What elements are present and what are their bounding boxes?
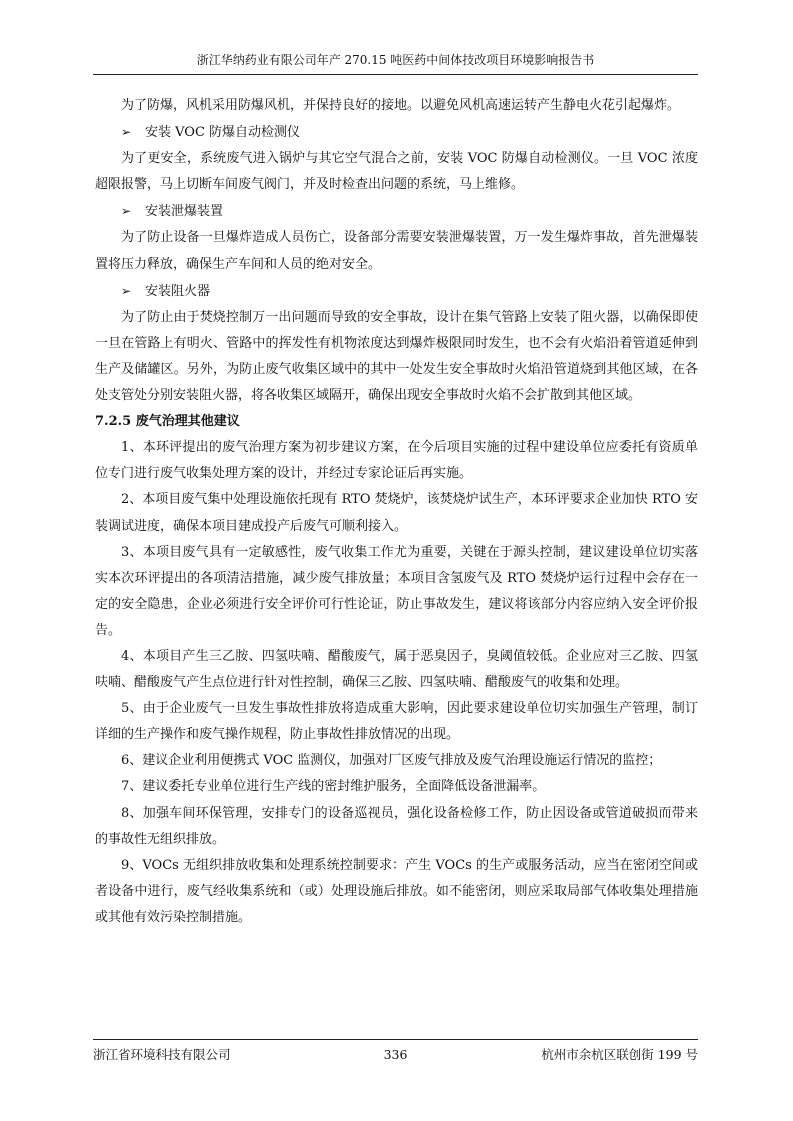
list-item: 3、本项目废气具有一定敏感性，废气收集工作尤为重要，关键在于源头控制，建议建设单位切实落实本次环评提出的各项清洁措施，减少废气排放量；本项目含氢废气及 RTO 焚烧炉运行过程中会存在一定的安全隐患，企业必须进行安全评价可行性论证，防止事故发生，建议将该部分内容应纳入安全评价报告。 — [95, 544, 698, 638]
list-item: 6、建议企业利用便携式 VOC 监测仪，加强对厂区废气排放及废气治理设施运行情况的监控； — [121, 753, 662, 769]
footer-company: 浙江省环境科技有限公司 — [93, 1047, 231, 1062]
arrow-bullet-icon: ➢ — [121, 125, 132, 140]
section-heading: 7.2.5 废气治理其他建议 — [95, 414, 240, 430]
bullet-item — [95, 119, 698, 146]
list-item: 1、本环评提出的废气治理方案为初步建议方案，在今后项目实施的过程中建设单位应委托有资质单位专门进行废气收集处理方案的设计，并经过专家论证后再实施。 — [95, 440, 698, 482]
page-content — [95, 93, 698, 931]
page-header — [93, 52, 698, 75]
list-item: 9、VOCs 无组织排放收集和处理系统控制要求：产生 VOCs 的生产或服务活动，应当在密闭空间或者设备中进行，废气经收集系统和（或）处理设施后排放。如不能密闭，则应采取局部气体收集处理措施或其他有效污染控制措施。 — [95, 857, 698, 925]
list-item: 5、由于企业废气一旦发生事故性排放将造成重大影响，因此要求建设单位切实加强生产管理，制订详细的生产操作和废气操作规程，防止事故性排放情况的出现。 — [95, 701, 698, 743]
list-item: 7、建议委托专业单位进行生产线的密封维护服务，全面降低设备泄漏率。 — [121, 779, 546, 795]
list-item: 8、加强车间环保管理，安排专门的设备巡视员，强化设备检修工作，防止因设备或管道破损而带来的事故性无组织排放。 — [95, 805, 698, 847]
paragraph: 为了防止由于焚烧控制万一出问题而导致的安全事故，设计在集气管路上安装了阻火器，以确保即使一旦在管路上有明火、管路中的挥发性有机物浓度达到爆炸极限同时发生，也不会有火焰沿着管道延伸到生产及储罐区。另外，为防止废气收集区域中的其中一处发生安全事故时火焰沿管道烧到其他区域，在各处支管处分别安装阻火器，将各收集区域隔开，确保出现安全事故时火焰不会扩散到其他区域。 — [95, 309, 698, 404]
page-number: 336 — [383, 1047, 408, 1062]
bullet-text: 安装阻火器 — [145, 283, 211, 299]
header-title: 浙江华纳药业有限公司年产 270.15 吨医药中间体技改项目环境影响报告书 — [196, 53, 595, 67]
bullet-item — [95, 198, 698, 225]
paragraph: 为了防止设备一旦爆炸造成人员伤亡，设备部分需要安装泄爆装置，万一发生爆炸事故，首先泄爆装置将压力释放，确保生产车间和人员的绝对安全。 — [95, 230, 698, 272]
bullet-item — [95, 278, 698, 305]
bullet-text: 安装泄爆装置 — [145, 204, 224, 220]
page-footer — [93, 1039, 698, 1062]
arrow-bullet-icon: ➢ — [121, 204, 132, 219]
arrow-bullet-icon: ➢ — [121, 283, 132, 298]
list-item: 4、本项目产生三乙胺、四氢呋喃、醋酸废气，属于恶臭因子，臭阈值较低。企业应对三乙胺、四氢呋喃、醋酸废气产生点位进行针对性控制，确保三乙胺、四氢呋喃、醋酸废气的收集和处理。 — [95, 648, 698, 691]
list-item: 2、本项目废气集中处理设施依托现有 RTO 焚烧炉，该焚烧炉试生产，本环评要求企业加快 RTO 安装调试进度，确保本项目建成投产后废气可顺利接入。 — [95, 492, 698, 534]
footer-address: 杭州市余杭区联创街 199 号 — [541, 1047, 698, 1062]
bullet-text: 安装 VOC 防爆自动检测仪 — [145, 125, 301, 141]
paragraph: 为了防爆，风机采用防爆风机，并保持良好的接地。以避免风机高速运转产生静电火花引起爆炸。 — [121, 98, 681, 113]
paragraph: 为了更安全，系统废气进入锅炉与其它空气混合之前，安装 VOC 防爆自动检测仪。一旦 VOC 浓度超限报警，马上切断车间废气阀门，并及时检查出问题的系统，马上维修。 — [95, 151, 698, 193]
